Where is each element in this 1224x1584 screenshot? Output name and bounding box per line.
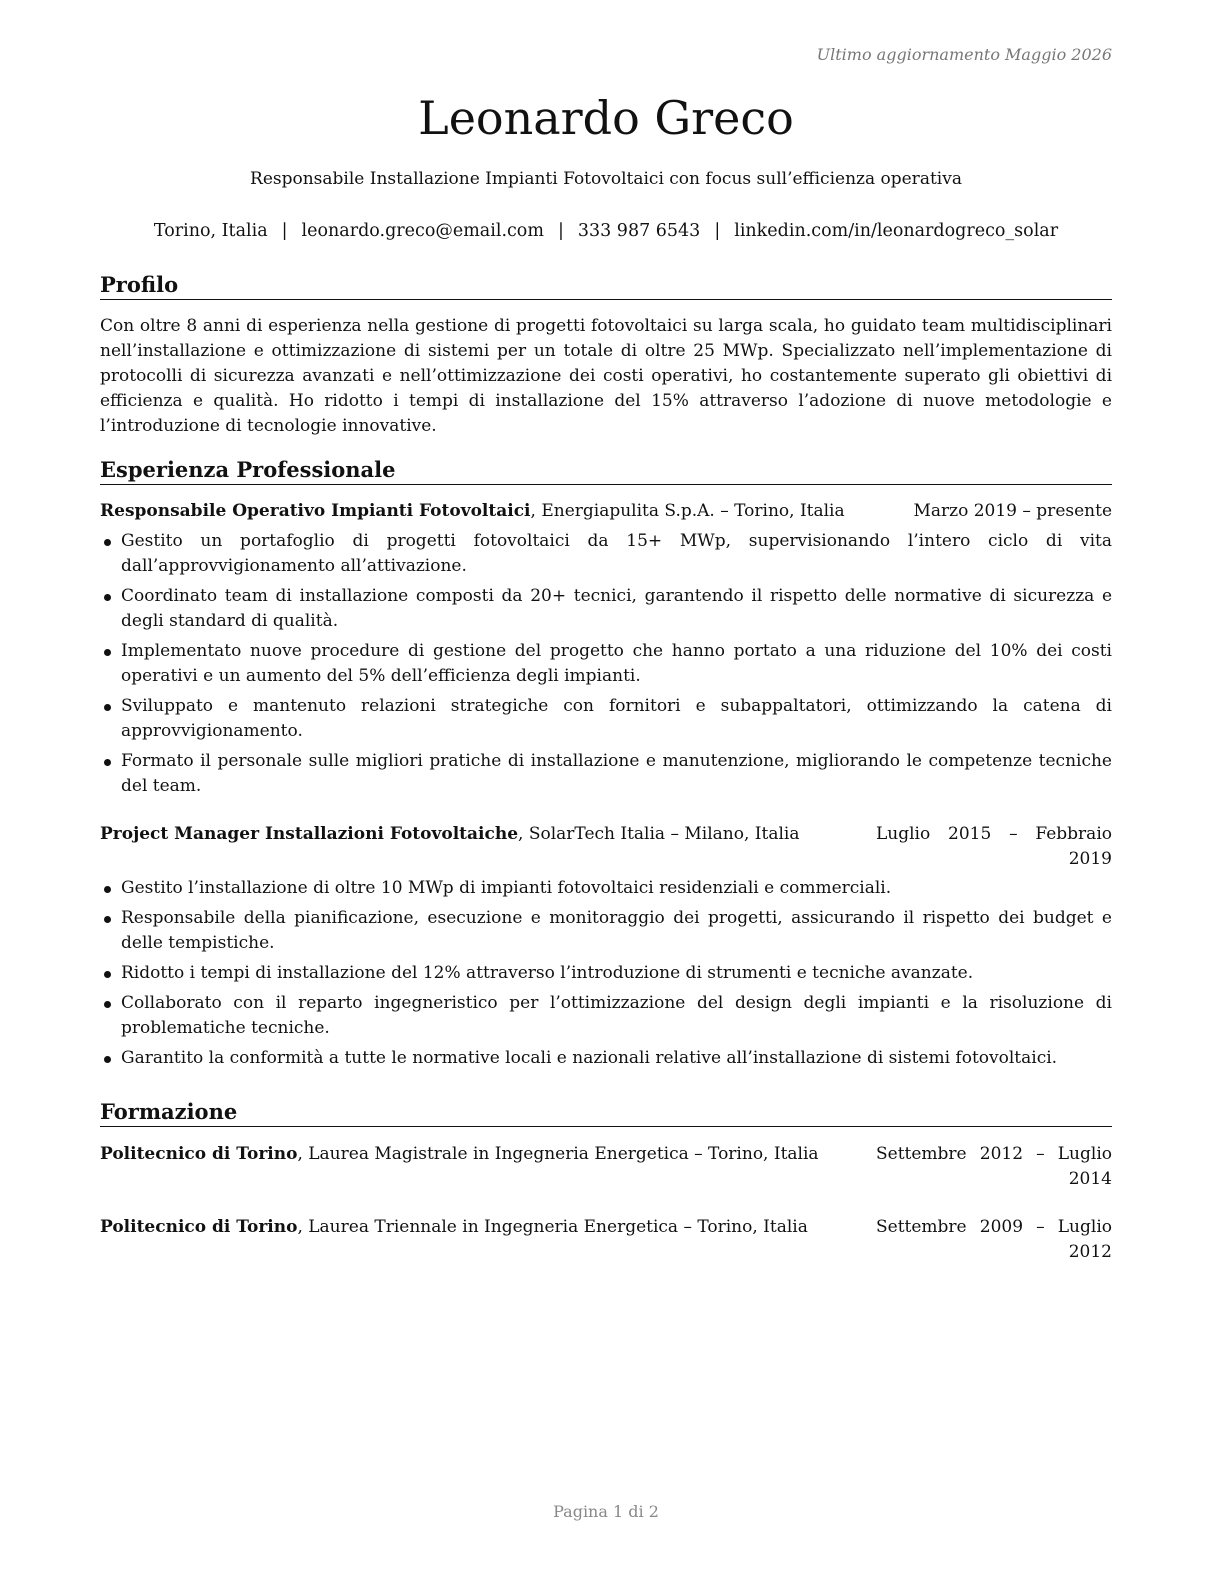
education-dates: Settembre 2012 – Luglio 2014 xyxy=(876,1144,1112,1189)
education-school: Politecnico di Torino xyxy=(100,1144,298,1164)
candidate-name: Leonardo Greco xyxy=(418,91,794,145)
list-item: Collaborato con il reparto ingegneristico per l’ottimizzazione del design degli impianti e la risoluzione di problematiche tecniche. xyxy=(100,991,1112,1041)
contact-phone: 333 987 6543 xyxy=(577,221,701,241)
job-title-line xyxy=(100,822,860,847)
job-bullets xyxy=(100,876,1112,1076)
list-item: Coordinato team di installazione composti da 20+ tecnici, garantendo il rispetto delle normative di sicurezza e degli standard di qualità. xyxy=(100,584,1112,634)
list-item: Ridotto i tempi di installazione del 12% attraverso l’introduzione di strumenti e tecniche avanzate. xyxy=(100,961,1112,986)
education-line xyxy=(100,1142,860,1167)
job-company: , Energiapulita S.p.A. – Torino, Italia xyxy=(530,501,845,521)
section-title-profile: Profilo xyxy=(100,271,1112,300)
education-dates: Settembre 2009 – Luglio 2012 xyxy=(876,1217,1112,1262)
education-degree: , Laurea Magistrale in Ingegneria Energetica – Torino, Italia xyxy=(297,1144,819,1164)
job-bullets xyxy=(100,529,1112,804)
list-item: Gestito un portafoglio di progetti fotovoltaici da 15+ MWp, supervisionando l’intero ciclo di vita dall’approvvigionamento all’attivazione. xyxy=(100,529,1112,579)
job-company: , SolarTech Italia – Milano, Italia xyxy=(518,824,800,844)
education-line xyxy=(100,1215,860,1240)
job-dates: Marzo 2019 – presente xyxy=(913,501,1112,521)
education-degree: , Laurea Triennale in Ingegneria Energetica – Torino, Italia xyxy=(297,1217,808,1237)
list-item: Sviluppato e mantenuto relazioni strategiche con fornitori e subappaltatori, ottimizzando la catena di approvvigionamento. xyxy=(100,694,1112,744)
job-role: Project Manager Installazioni Fotovoltaiche xyxy=(100,824,519,844)
section-title-education: Formazione xyxy=(100,1098,1112,1127)
list-item: Gestito l’installazione di oltre 10 MWp di impianti fotovoltaici residenziali e commerciali. xyxy=(100,876,1112,901)
list-item: Formato il personale sulle migliori pratiche di installazione e manutenzione, migliorando le competenze tecniche del team. xyxy=(100,749,1112,799)
contact-separator: | xyxy=(557,221,564,241)
job-title-line xyxy=(100,499,860,524)
section-title-experience: Esperienza Professionale xyxy=(100,456,1112,485)
profile-summary: Con oltre 8 anni di esperienza nella gestione di progetti fotovoltaici su larga scala, ho guidato team multidisciplinari nell’installazione e ottimizzazione di sistemi per un totale di oltre 25 MWp. Specializzato nell’implementazione di protocolli di sicurezza avanzati e nell’ottimizzazione dei costi operativi, ho costantemente superato gli obiettivi di efficienza e qualità. Ho ridotto i tempi di installazione del 15% attraverso l’adozione di nuove metodologie e l’introduzione di tecnologie innovative. xyxy=(100,316,1112,436)
list-item: Implementato nuove procedure di gestione del progetto che hanno portato a una riduzione del 10% dei costi operativi e un aumento del 5% dell’efficienza degli impianti. xyxy=(100,639,1112,689)
headline: Responsabile Installazione Impianti Fotovoltaici con focus sull’efficienza operativa xyxy=(250,169,962,189)
resume-page xyxy=(100,0,1112,1584)
education-school: Politecnico di Torino xyxy=(100,1217,298,1237)
contact-linkedin[interactable]: linkedin.com/in/leonardogreco_solar xyxy=(734,221,1059,241)
contact-line xyxy=(100,219,1112,243)
job-dates: Luglio 2015 – Febbraio 2019 xyxy=(876,824,1112,869)
list-item: Responsabile della pianificazione, esecuzione e monitoraggio dei progetti, assicurando il rispetto dei budget e delle tempistiche. xyxy=(100,906,1112,956)
contact-location: Torino, Italia xyxy=(153,221,268,241)
list-item: Garantito la conformità a tutte le normative locali e nazionali relative all’installazione di sistemi fotovoltaici. xyxy=(100,1046,1112,1071)
contact-email[interactable]: leonardo.greco@email.com xyxy=(301,221,544,241)
page-number: Pagina 1 di 2 xyxy=(553,1502,659,1521)
contact-separator: | xyxy=(714,221,721,241)
job-role: Responsabile Operativo Impianti Fotovoltaici xyxy=(100,501,531,521)
contact-separator: | xyxy=(281,221,288,241)
last-updated: Ultimo aggiornamento Maggio 2026 xyxy=(816,45,1112,64)
